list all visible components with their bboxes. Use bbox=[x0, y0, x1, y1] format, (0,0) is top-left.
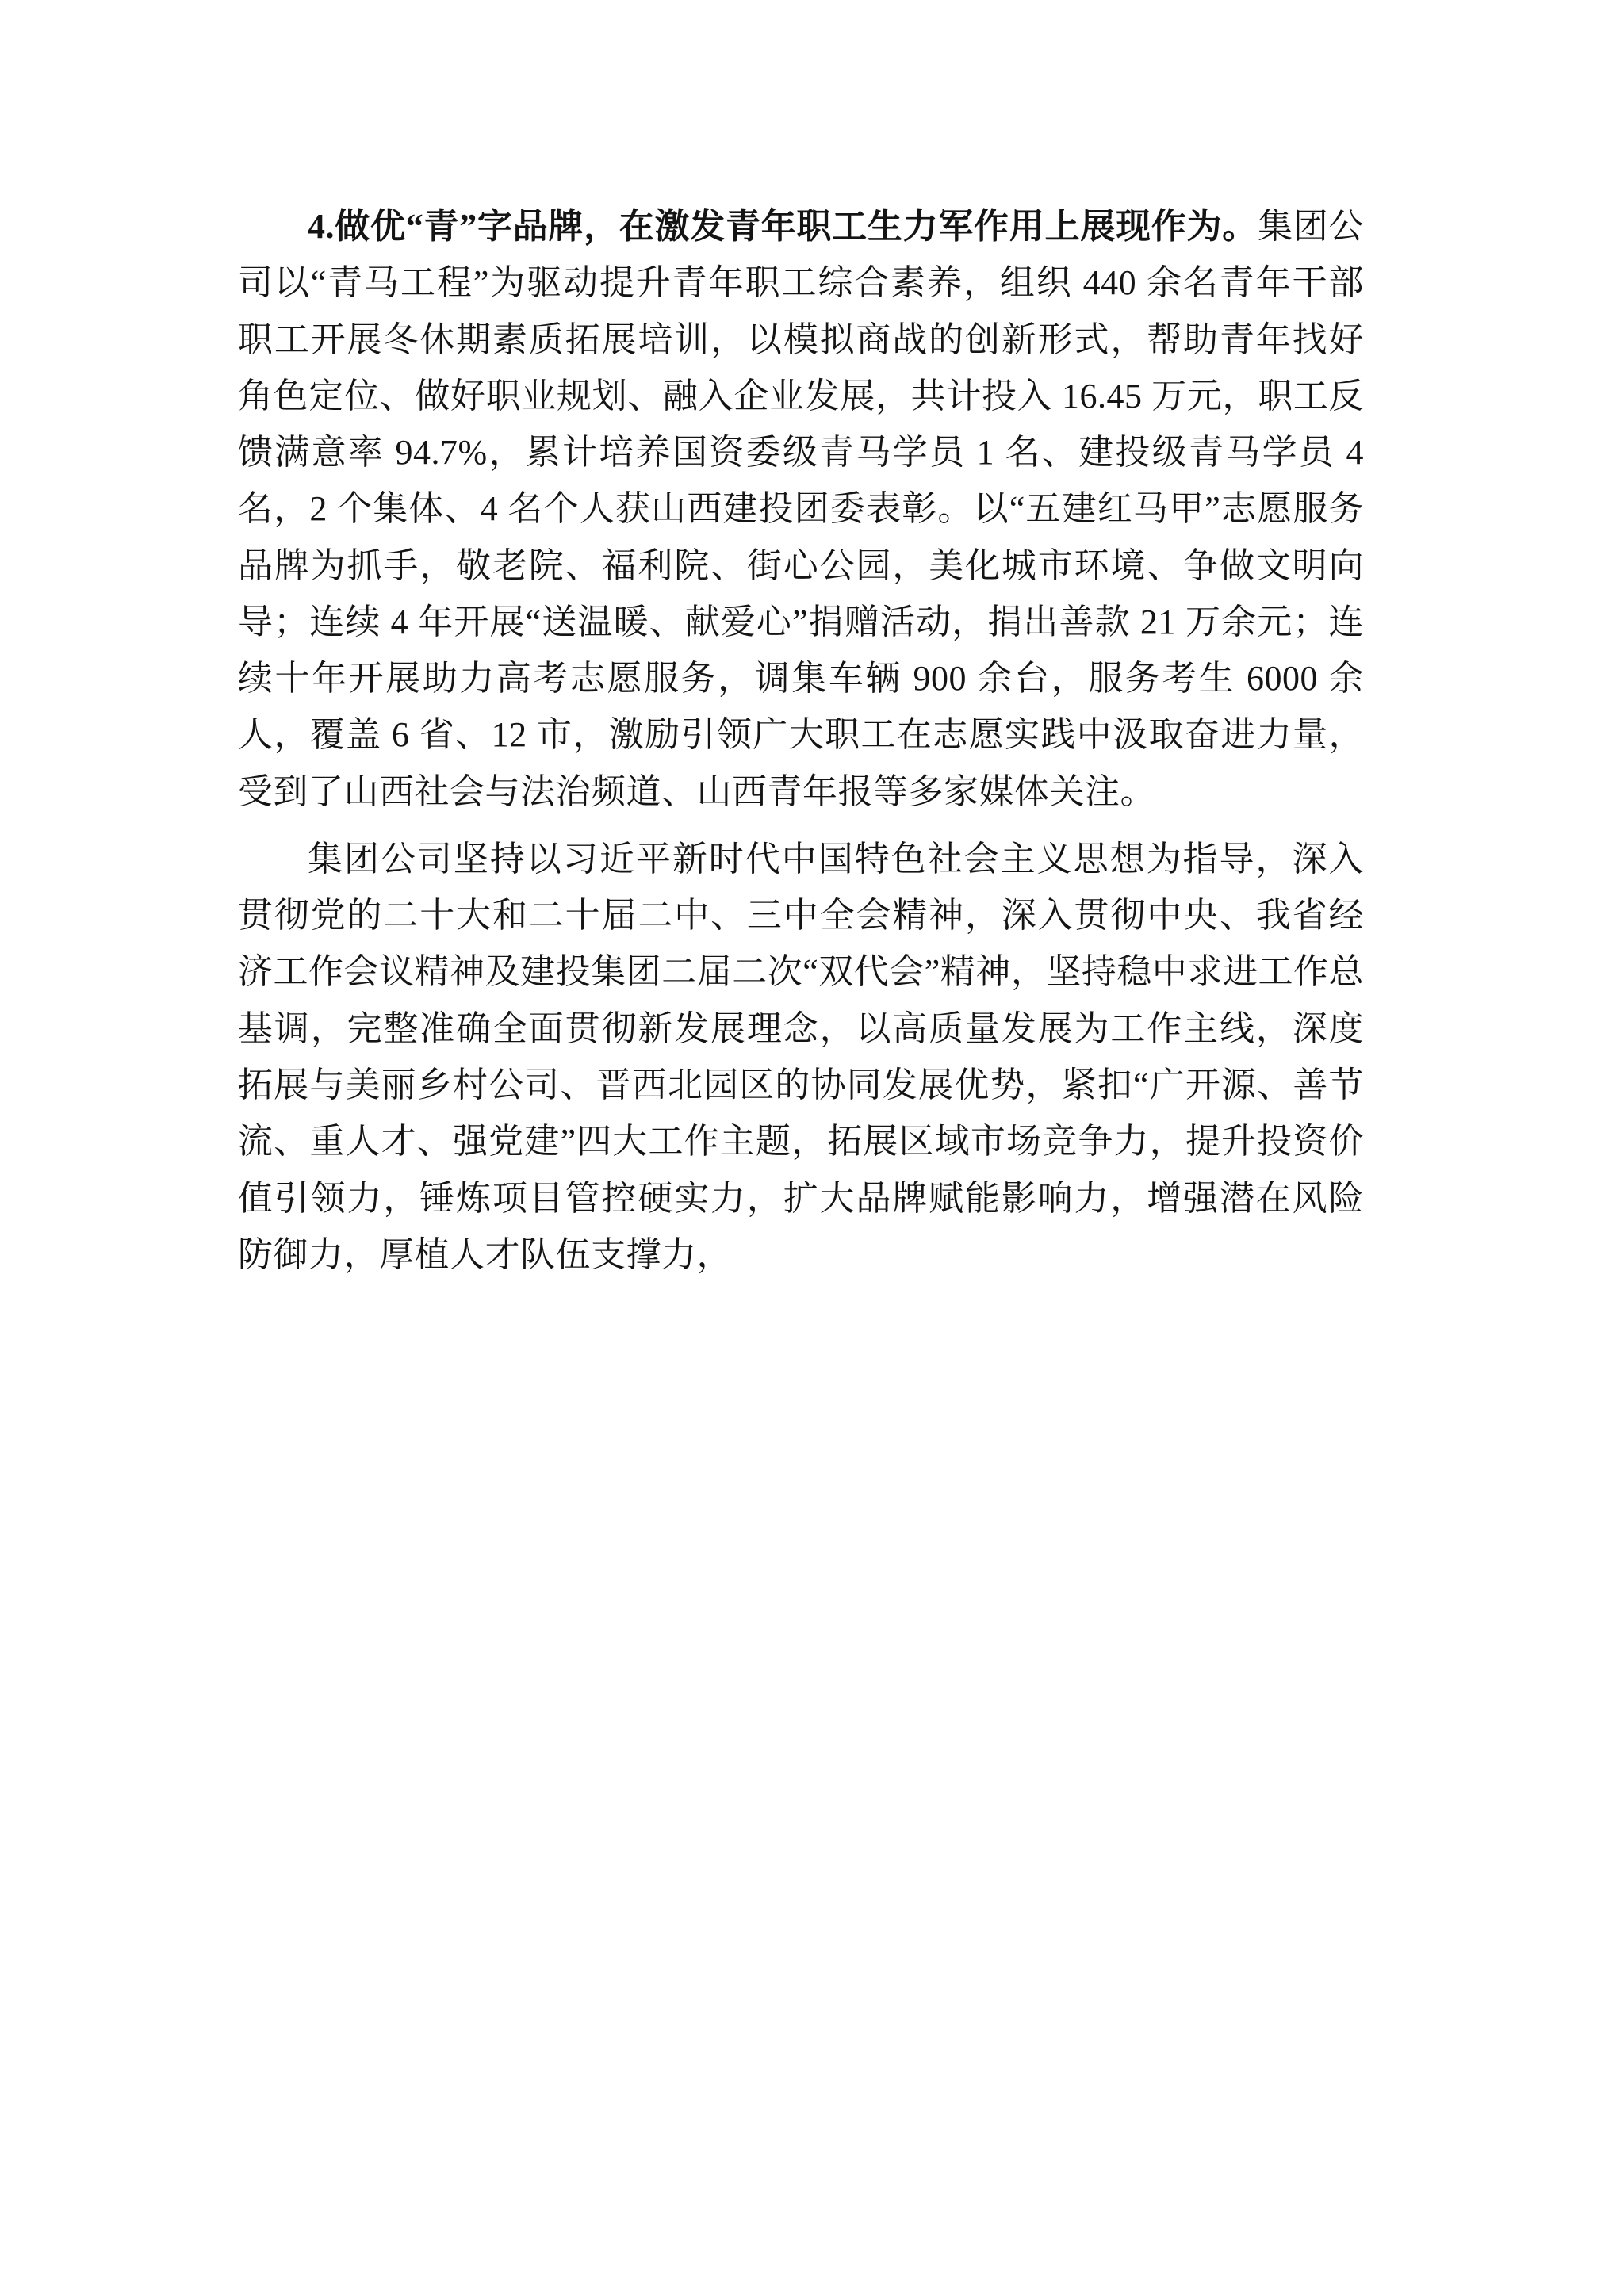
paragraph-2-text: 集团公司坚持以习近平新时代中国特色社会主义思想为指导，深入贯彻党的二十大和二十届二中、三中全会精神，深入贯彻中央、我省经济工作会议精神及建投集团二届二次“双代会”精神，坚持稳中求进工作总基调，完整准确全面贯彻新发展理念，以高质量发展为工作主线，深度拓展与美丽乡村公司、晋西北园区的协同发展优势，紧扣“广开源、善节流、重人才、强党建”四大工作主题，拓展区域市场竞争力，提升投资价值引领力，锤炼项目管控硬实力，扩大品牌赋能影响力，增强潜在风险防御力，厚植人才队伍支撑力， bbox=[238, 839, 1364, 1274]
paragraph-1-bold-lead: 4.做优“青”字品牌，在激发青年职工生力军作用上展现作为。 bbox=[308, 207, 1258, 246]
paragraph-2 bbox=[238, 831, 1364, 1283]
paragraph-1-text: 集团公司以“青马工程”为驱动提升青年职工综合素养，组织 440 余名青年干部职工开展冬休期素质拓展培训，以模拟商战的创新形式，帮助青年找好角色定位、做好职业规划、融入企业发展，共计投入 16.45 万元，职工反馈满意率 94.7%，累计培养国资委级青马学员 1 名、建投级青马学员 4 名，2 个集体、4 名个人获山西建投团委表彰。以“五建红马甲”志愿服务品牌为抓手，敬老院、福利院、街心公园，美化城市环境、争做文明向导；连续 4 年开展“送温暖、献爱心”捐赠活动，捐出善款 21 万余元；连续十年开展助力高考志愿服务，调集车辆 900 余台，服务考生 6000 余人，覆盖 6 省、12 市，激励引领广大职工在志愿实践中汲取奋进力量，受到了山西社会与法治频道、山西青年报等多家媒体关注。 bbox=[238, 207, 1364, 811]
document-body bbox=[238, 198, 1364, 1283]
paragraph-1 bbox=[238, 198, 1364, 820]
paragraph-spacer bbox=[238, 823, 1364, 831]
